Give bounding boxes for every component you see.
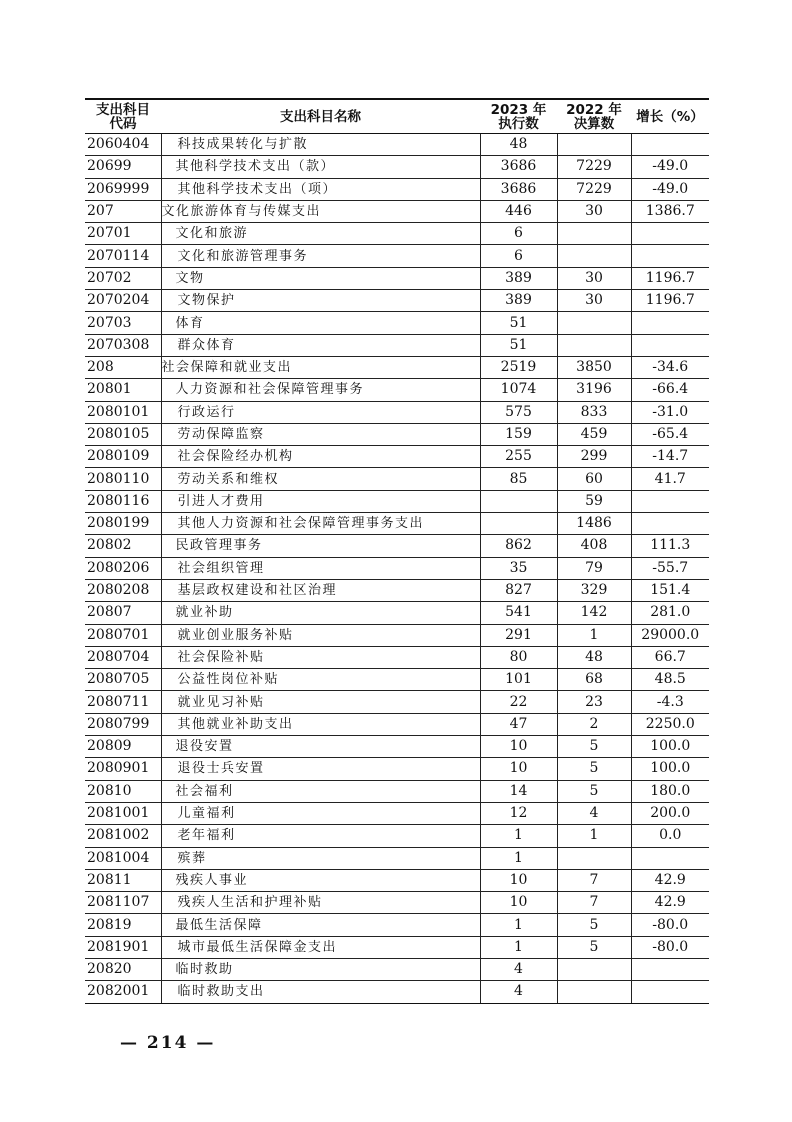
row-name: 城市最低生活保障金支出 xyxy=(177,939,338,955)
row-current-value: 446 xyxy=(480,200,557,222)
row-name-cell xyxy=(161,156,480,178)
row-current-value: 10 xyxy=(480,758,557,780)
row-current-value: 541 xyxy=(480,602,557,624)
table-row xyxy=(85,869,709,891)
row-name-cell xyxy=(161,624,480,646)
row-code: 20809 xyxy=(85,736,161,758)
row-growth-value: 1196.7 xyxy=(631,290,709,312)
table-row xyxy=(85,134,709,156)
row-name: 文化和旅游 xyxy=(175,226,249,242)
row-previous-value: 30 xyxy=(557,290,631,312)
row-code: 20820 xyxy=(85,958,161,980)
table-row xyxy=(85,736,709,758)
table-row xyxy=(85,825,709,847)
row-name: 公益性岗位补贴 xyxy=(177,672,280,688)
row-growth-value xyxy=(631,334,709,356)
row-name-cell xyxy=(161,334,480,356)
row-current-value: 14 xyxy=(480,780,557,802)
expenditure-table xyxy=(85,98,709,1004)
row-code: 2080101 xyxy=(85,401,161,423)
table-row xyxy=(85,156,709,178)
row-name: 科技成果转化与扩散 xyxy=(177,137,309,153)
row-name-cell xyxy=(161,290,480,312)
header-code-line2: 代码 xyxy=(109,115,137,132)
row-previous-value xyxy=(557,847,631,869)
table-row xyxy=(85,334,709,356)
table-row xyxy=(85,490,709,512)
row-current-value: 22 xyxy=(480,691,557,713)
table-row xyxy=(85,290,709,312)
row-name: 基层政权建设和社区治理 xyxy=(177,583,338,599)
row-current-value: 10 xyxy=(480,736,557,758)
row-name: 残疾人事业 xyxy=(175,872,249,888)
row-code: 2060404 xyxy=(85,134,161,156)
table-row xyxy=(85,780,709,802)
row-name: 临时救助 xyxy=(175,962,234,978)
row-code: 207 xyxy=(85,200,161,222)
row-name-cell xyxy=(161,602,480,624)
table-row xyxy=(85,379,709,401)
row-name-cell xyxy=(161,401,480,423)
row-growth-value: -34.6 xyxy=(631,356,709,378)
row-growth-value: -80.0 xyxy=(631,914,709,936)
row-current-value: 51 xyxy=(480,334,557,356)
row-previous-value: 1486 xyxy=(557,513,631,535)
row-name: 人力资源和社会保障管理事务 xyxy=(175,382,365,398)
row-previous-value: 60 xyxy=(557,468,631,490)
row-previous-value xyxy=(557,223,631,245)
header-current xyxy=(480,99,557,134)
row-name-cell xyxy=(161,134,480,156)
header-previous xyxy=(557,99,631,134)
row-name: 行政运行 xyxy=(177,404,236,420)
row-name: 儿童福利 xyxy=(177,806,236,822)
row-name: 其他就业补助支出 xyxy=(177,716,294,732)
row-growth-value: 41.7 xyxy=(631,468,709,490)
row-current-value: 1 xyxy=(480,936,557,958)
row-previous-value: 30 xyxy=(557,200,631,222)
row-previous-value: 408 xyxy=(557,535,631,557)
row-code: 2081107 xyxy=(85,892,161,914)
row-code: 20703 xyxy=(85,312,161,334)
row-name-cell xyxy=(161,490,480,512)
row-code: 2080105 xyxy=(85,423,161,445)
row-previous-value: 2 xyxy=(557,713,631,735)
row-name-cell xyxy=(161,691,480,713)
row-current-value: 101 xyxy=(480,669,557,691)
row-name-cell xyxy=(161,423,480,445)
row-current-value: 389 xyxy=(480,267,557,289)
row-name-cell xyxy=(161,245,480,267)
row-name-cell xyxy=(161,802,480,824)
row-previous-value: 5 xyxy=(557,736,631,758)
header-name: 支出科目名称 xyxy=(161,99,480,134)
page-number: — 214 — xyxy=(120,1033,216,1053)
row-current-value: 6 xyxy=(480,223,557,245)
row-growth-value: -65.4 xyxy=(631,423,709,445)
row-code: 2080799 xyxy=(85,713,161,735)
row-code: 2080110 xyxy=(85,468,161,490)
table-row xyxy=(85,245,709,267)
row-name: 其他科学技术支出（项） xyxy=(177,181,338,197)
row-name-cell xyxy=(161,958,480,980)
row-growth-value: 151.4 xyxy=(631,579,709,601)
row-name-cell xyxy=(161,579,480,601)
row-code: 20811 xyxy=(85,869,161,891)
header-previous-line2: 决算数 xyxy=(573,115,615,132)
row-code: 2081004 xyxy=(85,847,161,869)
row-name: 文物保护 xyxy=(177,293,236,309)
row-current-value: 10 xyxy=(480,869,557,891)
row-code: 20819 xyxy=(85,914,161,936)
table-row xyxy=(85,914,709,936)
header-code xyxy=(85,99,161,134)
row-current-value: 862 xyxy=(480,535,557,557)
row-code: 2081001 xyxy=(85,802,161,824)
table-row xyxy=(85,892,709,914)
row-current-value: 1 xyxy=(480,914,557,936)
row-name: 临时救助支出 xyxy=(177,984,265,1000)
row-code: 2080116 xyxy=(85,490,161,512)
row-name: 其他人力资源和社会保障管理事务支出 xyxy=(177,516,425,532)
table-row xyxy=(85,401,709,423)
row-previous-value xyxy=(557,134,631,156)
row-current-value: 1 xyxy=(480,825,557,847)
table-row xyxy=(85,758,709,780)
header-growth: 增长（%） xyxy=(631,99,709,134)
row-growth-value: -49.0 xyxy=(631,178,709,200)
row-previous-value: 30 xyxy=(557,267,631,289)
row-current-value xyxy=(480,513,557,535)
row-name-cell xyxy=(161,267,480,289)
row-growth-value: 0.0 xyxy=(631,825,709,847)
row-previous-value: 142 xyxy=(557,602,631,624)
table-row xyxy=(85,847,709,869)
row-current-value: 12 xyxy=(480,802,557,824)
row-name: 老年福利 xyxy=(177,828,236,844)
row-previous-value: 299 xyxy=(557,446,631,468)
row-code: 2080208 xyxy=(85,579,161,601)
row-previous-value: 1 xyxy=(557,825,631,847)
row-previous-value: 5 xyxy=(557,936,631,958)
row-current-value: 1074 xyxy=(480,379,557,401)
row-code: 2080109 xyxy=(85,446,161,468)
row-growth-value: -80.0 xyxy=(631,936,709,958)
table-row xyxy=(85,557,709,579)
row-name-cell xyxy=(161,825,480,847)
row-name: 最低生活保障 xyxy=(175,917,263,933)
row-current-value: 159 xyxy=(480,423,557,445)
row-previous-value: 5 xyxy=(557,780,631,802)
row-name: 就业创业服务补贴 xyxy=(177,627,294,643)
row-name-cell xyxy=(161,356,480,378)
row-previous-value xyxy=(557,958,631,980)
table-row xyxy=(85,513,709,535)
table-row xyxy=(85,958,709,980)
row-name-cell xyxy=(161,379,480,401)
row-name-cell xyxy=(161,513,480,535)
row-previous-value: 329 xyxy=(557,579,631,601)
header-current-line2: 执行数 xyxy=(498,115,539,132)
row-growth-value: -31.0 xyxy=(631,401,709,423)
row-growth-value: 48.5 xyxy=(631,669,709,691)
row-growth-value: 281.0 xyxy=(631,602,709,624)
row-growth-value: 29000.0 xyxy=(631,624,709,646)
row-current-value: 4 xyxy=(480,981,557,1003)
row-current-value xyxy=(480,490,557,512)
table-row xyxy=(85,267,709,289)
row-previous-value: 1 xyxy=(557,624,631,646)
row-code: 20701 xyxy=(85,223,161,245)
row-code: 2081901 xyxy=(85,936,161,958)
table-row xyxy=(85,178,709,200)
row-previous-value: 833 xyxy=(557,401,631,423)
row-previous-value: 5 xyxy=(557,758,631,780)
row-name-cell xyxy=(161,557,480,579)
table-row xyxy=(85,446,709,468)
row-current-value: 47 xyxy=(480,713,557,735)
row-code: 20807 xyxy=(85,602,161,624)
row-name-cell xyxy=(161,200,480,222)
row-code: 2069999 xyxy=(85,178,161,200)
row-code: 208 xyxy=(85,356,161,378)
row-previous-value: 4 xyxy=(557,802,631,824)
row-name-cell xyxy=(161,178,480,200)
table-row xyxy=(85,669,709,691)
row-previous-value: 459 xyxy=(557,423,631,445)
table-header-row xyxy=(85,99,709,134)
row-growth-value: 100.0 xyxy=(631,758,709,780)
row-name-cell xyxy=(161,981,480,1003)
row-code: 2081002 xyxy=(85,825,161,847)
table-row xyxy=(85,713,709,735)
row-code: 2080711 xyxy=(85,691,161,713)
table-row xyxy=(85,468,709,490)
row-name: 体育 xyxy=(175,315,205,331)
row-growth-value: 42.9 xyxy=(631,892,709,914)
row-current-value: 3686 xyxy=(480,156,557,178)
row-previous-value: 3196 xyxy=(557,379,631,401)
row-name: 文化旅游体育与传媒支出 xyxy=(161,204,322,220)
row-growth-value xyxy=(631,312,709,334)
row-name: 就业见习补贴 xyxy=(177,694,265,710)
row-name-cell xyxy=(161,669,480,691)
row-name-cell xyxy=(161,468,480,490)
row-name: 文物 xyxy=(175,270,205,286)
row-current-value: 4 xyxy=(480,958,557,980)
row-name: 就业补助 xyxy=(175,605,234,621)
table-row xyxy=(85,936,709,958)
row-name: 社会保险经办机构 xyxy=(177,449,294,465)
row-code: 2080901 xyxy=(85,758,161,780)
row-growth-value xyxy=(631,513,709,535)
table-row xyxy=(85,535,709,557)
row-code: 2080705 xyxy=(85,669,161,691)
row-code: 2070114 xyxy=(85,245,161,267)
row-name: 殡葬 xyxy=(177,850,207,866)
row-growth-value: 111.3 xyxy=(631,535,709,557)
row-growth-value: -49.0 xyxy=(631,156,709,178)
row-growth-value: 100.0 xyxy=(631,736,709,758)
row-name: 社会福利 xyxy=(175,783,234,799)
table-body xyxy=(85,134,709,1004)
row-previous-value xyxy=(557,245,631,267)
row-name-cell xyxy=(161,780,480,802)
table-row xyxy=(85,602,709,624)
row-growth-value: 200.0 xyxy=(631,802,709,824)
table-row xyxy=(85,356,709,378)
header-previous-line1: 2022 年 xyxy=(566,101,622,118)
row-code: 20801 xyxy=(85,379,161,401)
row-growth-value xyxy=(631,245,709,267)
table-row xyxy=(85,981,709,1003)
row-code: 2080704 xyxy=(85,646,161,668)
row-name: 其他科学技术支出（款） xyxy=(175,159,336,175)
row-name: 社会组织管理 xyxy=(177,560,265,576)
row-previous-value: 48 xyxy=(557,646,631,668)
row-name-cell xyxy=(161,446,480,468)
row-previous-value: 59 xyxy=(557,490,631,512)
table-row xyxy=(85,691,709,713)
row-current-value: 6 xyxy=(480,245,557,267)
row-growth-value: 1386.7 xyxy=(631,200,709,222)
row-growth-value: 1196.7 xyxy=(631,267,709,289)
row-current-value: 3686 xyxy=(480,178,557,200)
row-current-value: 389 xyxy=(480,290,557,312)
row-previous-value xyxy=(557,334,631,356)
row-current-value: 255 xyxy=(480,446,557,468)
row-previous-value xyxy=(557,312,631,334)
row-current-value: 575 xyxy=(480,401,557,423)
row-code: 2080206 xyxy=(85,557,161,579)
row-name: 社会保险补贴 xyxy=(177,649,265,665)
row-growth-value xyxy=(631,847,709,869)
row-name: 群众体育 xyxy=(177,337,236,353)
row-current-value: 291 xyxy=(480,624,557,646)
row-current-value: 10 xyxy=(480,892,557,914)
row-growth-value xyxy=(631,223,709,245)
row-code: 2070308 xyxy=(85,334,161,356)
row-name-cell xyxy=(161,869,480,891)
row-name: 引进人才费用 xyxy=(177,493,265,509)
row-name-cell xyxy=(161,758,480,780)
row-name: 劳动关系和维权 xyxy=(177,471,280,487)
row-previous-value: 79 xyxy=(557,557,631,579)
row-name: 退役士兵安置 xyxy=(177,761,265,777)
table-row xyxy=(85,624,709,646)
row-name: 民政管理事务 xyxy=(175,538,263,554)
row-current-value: 1 xyxy=(480,847,557,869)
row-code: 2070204 xyxy=(85,290,161,312)
row-name-cell xyxy=(161,312,480,334)
row-previous-value: 7 xyxy=(557,892,631,914)
row-code: 20802 xyxy=(85,535,161,557)
row-growth-value: -4.3 xyxy=(631,691,709,713)
row-name: 文化和旅游管理事务 xyxy=(177,248,309,264)
row-previous-value: 7229 xyxy=(557,178,631,200)
row-name: 退役安置 xyxy=(175,739,234,755)
row-name-cell xyxy=(161,713,480,735)
row-name-cell xyxy=(161,914,480,936)
row-code: 20699 xyxy=(85,156,161,178)
row-current-value: 80 xyxy=(480,646,557,668)
row-name: 残疾人生活和护理补贴 xyxy=(177,895,323,911)
row-name-cell xyxy=(161,847,480,869)
row-current-value: 35 xyxy=(480,557,557,579)
row-name-cell xyxy=(161,535,480,557)
table-row xyxy=(85,646,709,668)
table-row xyxy=(85,223,709,245)
table-row xyxy=(85,312,709,334)
row-code: 20810 xyxy=(85,780,161,802)
row-growth-value xyxy=(631,958,709,980)
row-growth-value: -66.4 xyxy=(631,379,709,401)
row-growth-value xyxy=(631,490,709,512)
row-code: 2080701 xyxy=(85,624,161,646)
row-name-cell xyxy=(161,646,480,668)
row-current-value: 2519 xyxy=(480,356,557,378)
row-current-value: 51 xyxy=(480,312,557,334)
row-previous-value: 5 xyxy=(557,914,631,936)
row-name: 社会保障和就业支出 xyxy=(161,360,293,376)
row-current-value: 827 xyxy=(480,579,557,601)
row-name-cell xyxy=(161,892,480,914)
row-code: 2080199 xyxy=(85,513,161,535)
row-previous-value xyxy=(557,981,631,1003)
row-growth-value: 2250.0 xyxy=(631,713,709,735)
row-growth-value: 42.9 xyxy=(631,869,709,891)
row-name-cell xyxy=(161,736,480,758)
row-growth-value: -55.7 xyxy=(631,557,709,579)
row-growth-value: -14.7 xyxy=(631,446,709,468)
row-name-cell xyxy=(161,223,480,245)
table-row xyxy=(85,802,709,824)
row-previous-value: 68 xyxy=(557,669,631,691)
row-name: 劳动保障监察 xyxy=(177,427,265,442)
header-current-line1: 2023 年 xyxy=(490,101,547,118)
row-current-value: 48 xyxy=(480,134,557,156)
row-growth-value: 180.0 xyxy=(631,780,709,802)
table-row xyxy=(85,423,709,445)
header-code-line1: 支出科目 xyxy=(96,101,150,118)
row-growth-value xyxy=(631,981,709,1003)
table-row xyxy=(85,200,709,222)
row-name-cell xyxy=(161,936,480,958)
row-growth-value xyxy=(631,134,709,156)
row-current-value: 85 xyxy=(480,468,557,490)
row-code: 2082001 xyxy=(85,981,161,1003)
row-previous-value: 7 xyxy=(557,869,631,891)
row-previous-value: 7229 xyxy=(557,156,631,178)
row-growth-value: 66.7 xyxy=(631,646,709,668)
row-previous-value: 23 xyxy=(557,691,631,713)
row-code: 20702 xyxy=(85,267,161,289)
row-previous-value: 3850 xyxy=(557,356,631,378)
table-row xyxy=(85,579,709,601)
